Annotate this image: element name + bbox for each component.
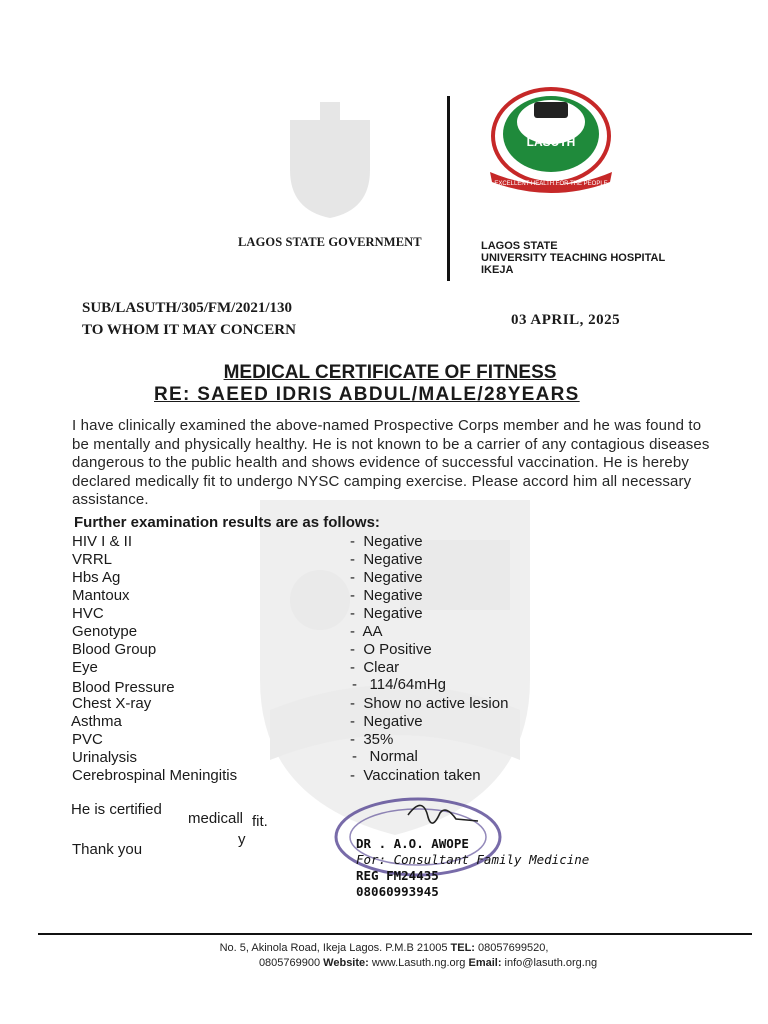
result-name: Eye	[72, 659, 98, 676]
result-name: Asthma	[71, 713, 122, 730]
certificate-subject: RE: SAEED IDRIS ABDUL/MALE/28YEARS	[154, 384, 580, 405]
result-name: Mantoux	[72, 587, 130, 604]
result-value: - Negative	[350, 713, 423, 730]
header-divider	[447, 96, 450, 281]
government-name: LAGOS STATE GOVERNMENT	[238, 235, 422, 249]
result-value: - Negative	[350, 605, 423, 622]
lagos-crest-watermark	[282, 100, 378, 220]
footer-website-label: Website:	[323, 957, 369, 969]
hospital-name	[481, 240, 665, 276]
signer-name: DR . A.O. AWOPE	[356, 836, 469, 851]
footer-email: info@lasuth.org.ng	[501, 957, 598, 969]
fit-text: fit.	[252, 813, 268, 830]
result-name: PVC	[72, 731, 103, 748]
result-value: - Negative	[350, 587, 423, 604]
result-name: HIV I & II	[72, 533, 133, 550]
signer-phone: 08060993945	[356, 884, 439, 899]
hospital-line-1: LAGOS STATE	[481, 240, 558, 252]
result-name: Urinalysis	[72, 749, 138, 766]
footer-tel: 08057699520,	[474, 942, 549, 954]
letter-date: 03 APRIL, 2025	[511, 312, 621, 328]
certificate-title: MEDICAL CERTIFICATE OF FITNESS	[223, 362, 557, 383]
result-name: Blood Pressure	[72, 679, 175, 696]
salutation: TO WHOM IT MAY CONCERN	[82, 322, 296, 338]
footer-line-2	[0, 956, 768, 971]
result-value: - 114/64mHg	[352, 676, 446, 693]
y-text: y	[238, 831, 246, 848]
result-name: Blood Group	[72, 641, 157, 658]
hospital-line-2: UNIVERSITY TEACHING HOSPITAL	[481, 252, 666, 264]
signer-role: For: Consultant Family Medicine	[356, 852, 590, 867]
logo-motto: EXCELLENT HEALTH FOR THE PEOPLE	[494, 181, 608, 187]
footer-rule	[38, 933, 752, 935]
result-value: - Normal	[352, 748, 418, 765]
footer-address: No. 5, Akinola Road, Ikeja Lagos. P.M.B 21005	[219, 942, 451, 954]
logo-text: LASUTH	[526, 135, 576, 149]
footer-email-label: Email:	[468, 957, 502, 969]
reference-number: SUB/LASUTH/305/FM/2021/130	[82, 300, 293, 316]
reference-block	[82, 297, 296, 341]
result-name: VRRL	[72, 551, 113, 568]
result-value: - O Positive	[350, 641, 432, 658]
footer-line-1	[0, 941, 768, 956]
result-name: Genotype	[72, 623, 138, 640]
result-value: - 35%	[350, 731, 394, 748]
signer-reg: REG FM24435	[356, 868, 439, 883]
result-name: Hbs Ag	[72, 569, 121, 586]
footer-website: www.Lasuth.ng.org	[368, 957, 469, 969]
result-value: - Vaccination taken	[350, 767, 481, 784]
result-value: - Negative	[350, 533, 423, 550]
lasuth-logo	[482, 86, 620, 194]
result-value: - AA	[350, 623, 383, 640]
result-name: Chest X-ray	[72, 695, 152, 712]
result-value: - Negative	[350, 551, 423, 568]
footer-phone-2: 0805769900	[258, 957, 324, 969]
result-name: Cerebrospinal Meningitis	[72, 767, 238, 784]
footer	[0, 941, 768, 971]
medicall-text: medicall	[188, 810, 244, 827]
result-value: - Clear	[350, 659, 400, 676]
hospital-line-3: IKEJA	[481, 264, 514, 276]
further-results-heading: Further examination results are as follows:	[74, 514, 380, 531]
result-value: - Show no active lesion	[350, 695, 509, 712]
thank-you-text: Thank you	[72, 841, 143, 858]
certificate-body: I have clinically examined the above-named Prospective Corps member and he was found to be mentally and physically healthy. He is not known to be a carrier of any contagious diseases dangerous to the public health and shows evidence of successful vaccination. He is hereby declared medically fit to undergo NYSC camping exercise. Please accord him all necessary assistance.	[72, 417, 710, 509]
result-name: HVC	[72, 605, 104, 622]
certified-text: He is certified	[71, 801, 162, 818]
footer-tel-label: TEL:	[450, 942, 475, 954]
result-value: - Negative	[350, 569, 423, 586]
signer-block	[356, 836, 589, 900]
